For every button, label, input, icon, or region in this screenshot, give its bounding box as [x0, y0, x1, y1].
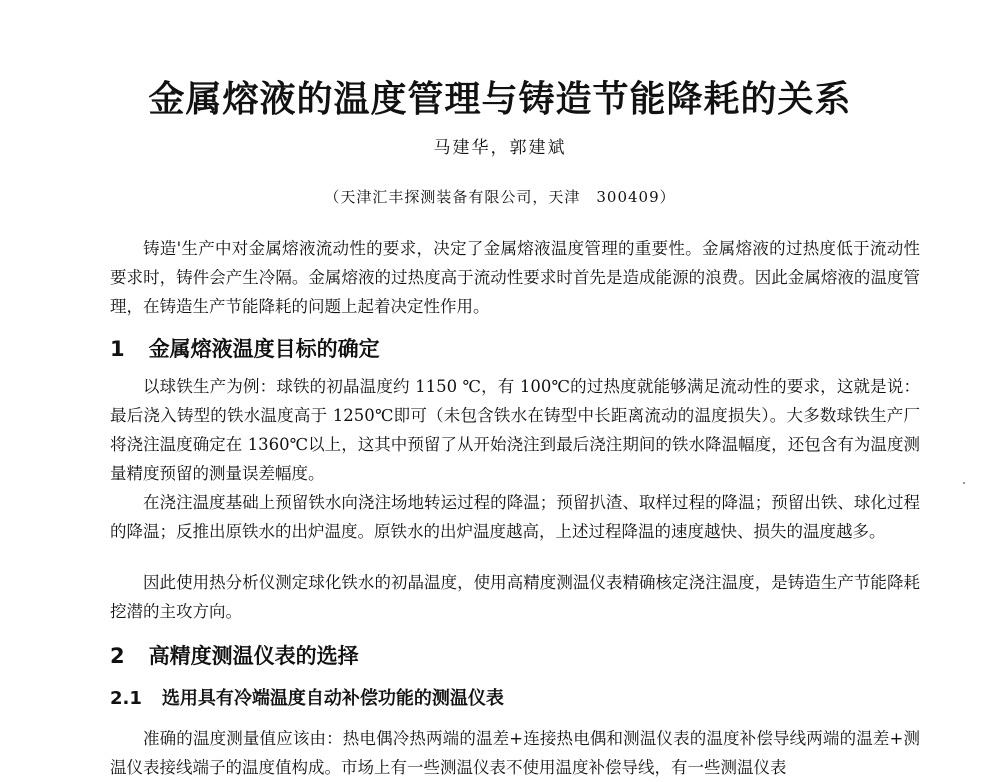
section-1-paragraph-3: 因此使用热分析仪测定球化铁水的初晶温度，使用高精度测温仪表精确核定浇注温度，是铸造生产节能降耗挖潜的主攻方向。 [110, 573, 920, 621]
paper-title: 金属熔液的温度管理与铸造节能降耗的关系 [148, 79, 852, 120]
affiliation: （天津汇丰探测装备有限公司，天津 300409） [324, 188, 676, 206]
section-2-1-heading [110, 684, 504, 710]
section-2-number: 2 [110, 644, 125, 668]
section-2-title: 高精度测温仪表的选择 [148, 644, 359, 668]
intro-paragraph: 铸造'生产中对金属熔液流动性的要求，决定了金属熔液温度管理的重要性。金属熔液的过热度低于流动性要求时，铸件会产生冷隔。金属熔液的过热度高于流动性要求时首先是造成能源的浪费。因此金属熔液的温度管理，在铸造生产节能降耗的问题上起着决定性作用。 [110, 239, 920, 316]
section-2-1-number: 2.1 [110, 688, 142, 709]
section-1-title: 金属熔液温度目标的确定 [148, 337, 380, 361]
section-1-number: 1 [110, 337, 125, 361]
section-2-1-title: 选用具有冷端温度自动补偿功能的测温仪表 [161, 688, 504, 709]
scan-speck [963, 482, 965, 484]
section-1-paragraph-2: 在浇注温度基础上预留铁水向浇注场地转运过程的降温；预留扒渣、取样过程的降温；预留出铁、球化过程的降温；反推出原铁水的出炉温度。原铁水的出炉温度越高，上述过程降温的速度越快、损失的温度越多。 [110, 493, 920, 541]
authors: 马建华，郭建斌 [433, 138, 567, 158]
section-2-heading [110, 640, 359, 670]
section-2-1-paragraph: 准确的温度测量值应该由：热电偶冷热两端的温差+连接热电偶和测温仪表的温度补偿导线两端的温差+测温仪表接线端子的温度值构成。市场上有一些测温仪表不使用温度补偿导线，有一些测温仪表 [110, 729, 920, 777]
section-1-heading [110, 333, 380, 363]
section-1-paragraph-1: 以球铁生产为例：球铁的初晶温度约 1150 ℃，有 100℃的过热度就能够满足流动性的要求，这就是说：最后浇入铸型的铁水温度高于 1250℃即可（未包含铁水在铸型中长距离流动的温度损失）。大多数球铁生产厂将浇注温度确定在 1360℃以上，这其中预留了从开始浇注到最后浇注期间的铁水降温幅度，还包含有为温度测量精度预留的测量误差幅度。 [110, 377, 920, 483]
